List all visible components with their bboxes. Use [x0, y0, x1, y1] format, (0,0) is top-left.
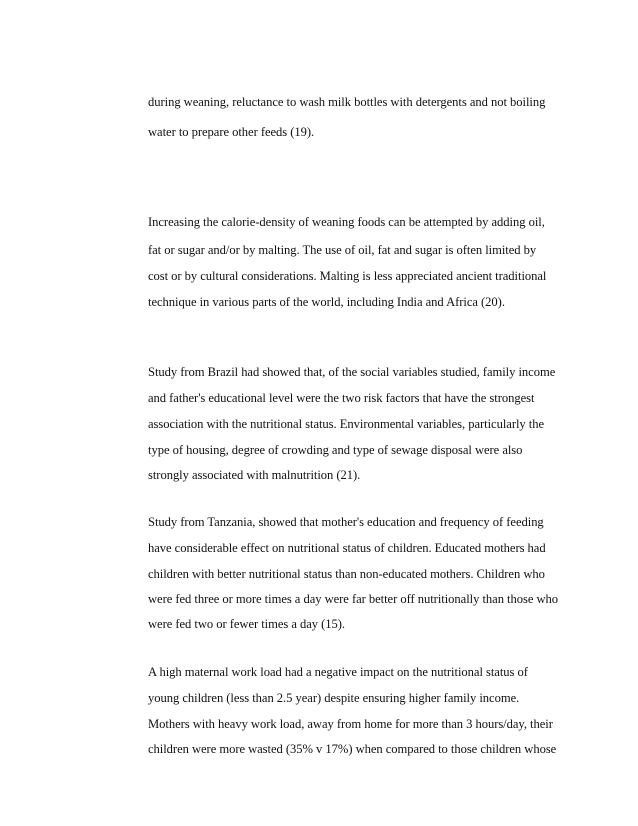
paragraph-3-line-2: and father's educational level were the two risk factors that have the strongest [148, 391, 535, 405]
paragraph-1-line-1: during weaning, reluctance to wash milk bottles with detergents and not boiling [148, 95, 546, 109]
paragraph-1-line-2: water to prepare other feeds (19). [148, 125, 315, 139]
paragraph-4-line-4: were fed three or more times a day were far better off nutritionally than those who [148, 592, 559, 606]
paragraph-2-line-1: Increasing the calorie-density of weaning foods can be attempted by adding oil, [148, 215, 545, 229]
paragraph-4-line-5: were fed two or fewer times a day (15). [148, 617, 346, 631]
paragraph-3-line-3: association with the nutritional status. Environmental variables, particularly the [148, 417, 544, 431]
paragraph-3-line-5: strongly associated with malnutrition (21). [148, 468, 361, 482]
paragraph-5-line-1: A high maternal work load had a negative impact on the nutritional status of [148, 665, 528, 679]
paragraph-3-line-4: type of housing, degree of crowding and type of sewage disposal were also [148, 443, 523, 457]
paragraph-4-line-3: children with better nutritional status than non-educated mothers. Children who [148, 567, 545, 581]
paragraph-2-line-2: fat or sugar and/or by malting. The use of oil, fat and sugar is often limited by [148, 243, 537, 257]
paragraph-5-line-3: Mothers with heavy work load, away from home for more than 3 hours/day, their [148, 717, 553, 731]
paragraph-2-line-4: technique in various parts of the world, including India and Africa (20). [148, 295, 505, 309]
paragraph-5-line-2: young children (less than 2.5 year) despite ensuring higher family income. [148, 691, 520, 705]
paragraph-4-line-1: Study from Tanzania, showed that mother's education and frequency of feeding [148, 515, 544, 529]
paragraph-2-line-3: cost or by cultural considerations. Malting is less appreciated ancient traditional [148, 269, 547, 283]
paragraph-5-line-4: children were more wasted (35% v 17%) when compared to those children whose [148, 742, 557, 756]
paragraph-4-line-2: have considerable effect on nutritional status of children. Educated mothers had [148, 541, 546, 555]
paragraph-3-line-1: Study from Brazil had showed that, of the social variables studied, family income [148, 365, 556, 379]
